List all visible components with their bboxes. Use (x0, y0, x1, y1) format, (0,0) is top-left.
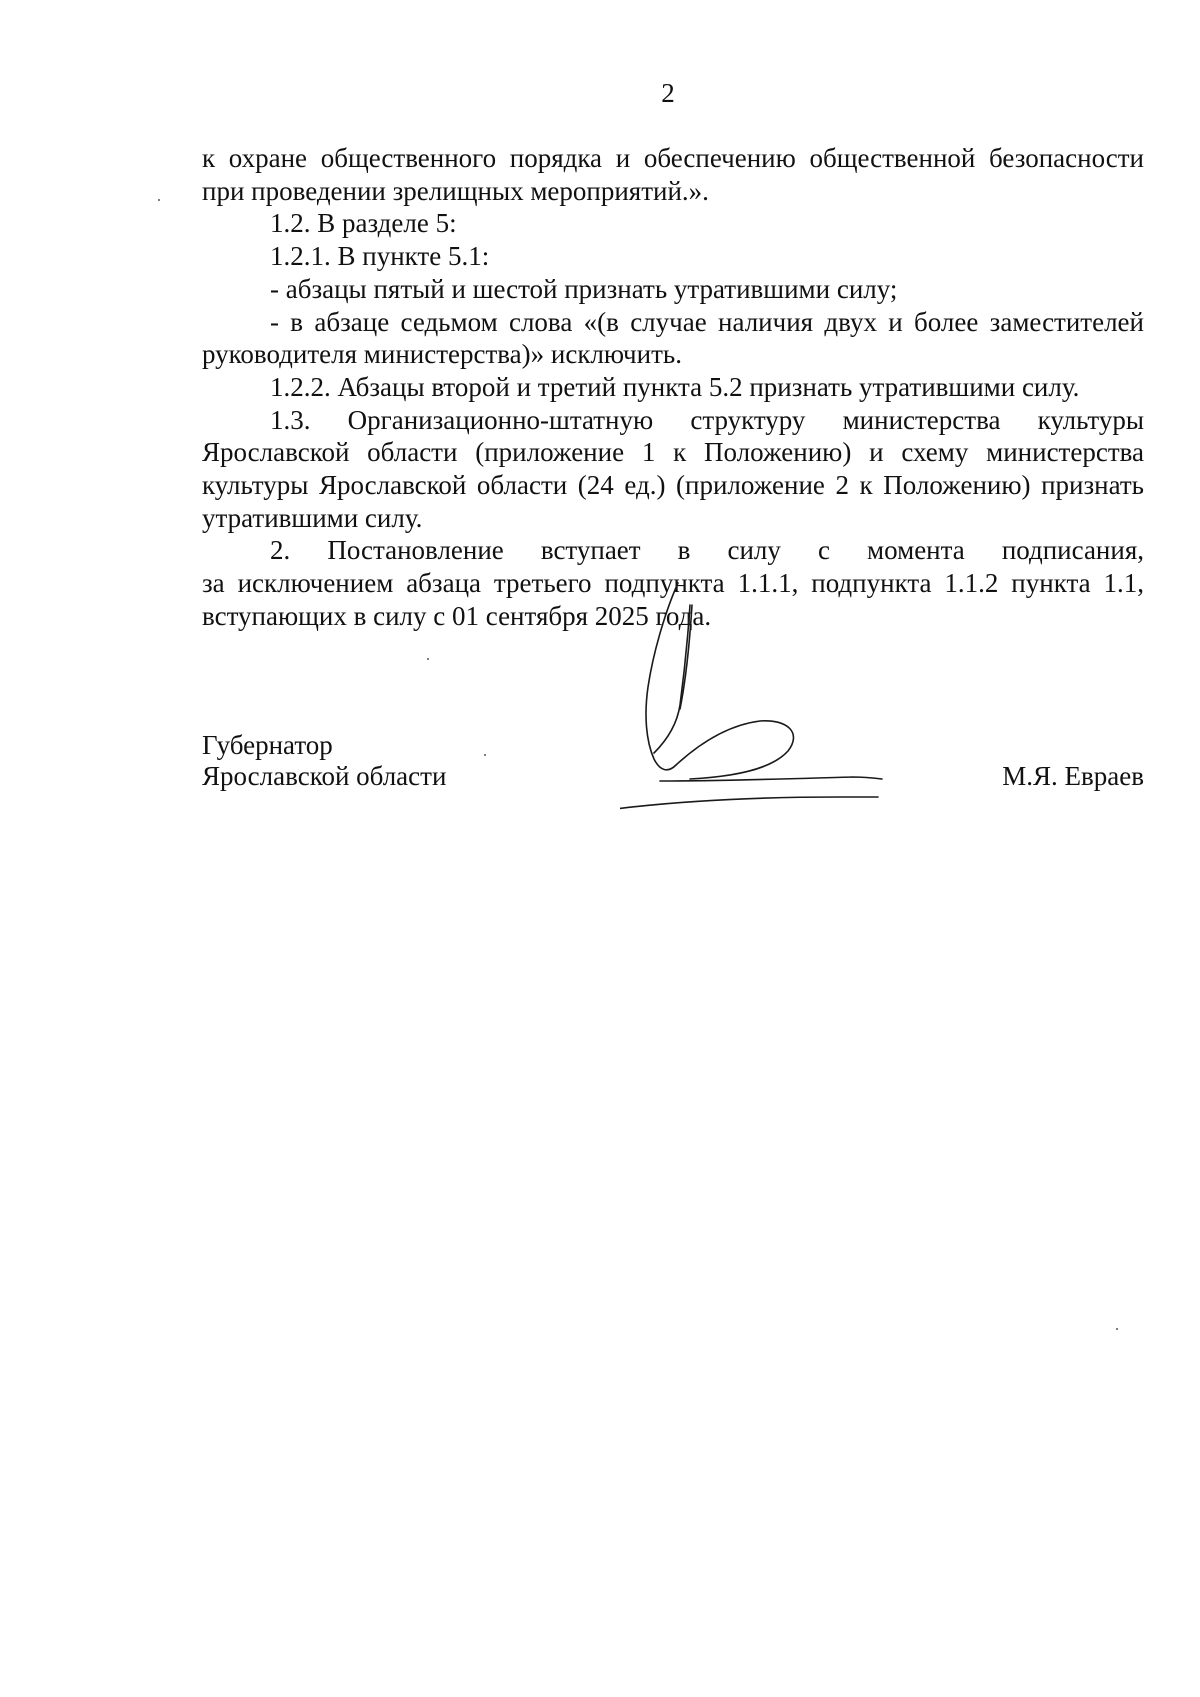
paragraph-section-2-line1: 2. Постановление вступает в силу с момента подписания, (270, 535, 1144, 566)
scan-speck (484, 754, 486, 756)
paragraph-bullet-1: - абзацы пятый и шестой признать утратившими силу; (270, 273, 898, 304)
scan-speck (427, 658, 429, 660)
scan-speck (1116, 1328, 1118, 1330)
handwritten-signature (620, 575, 920, 835)
paragraph-section-1-2: 1.2. В разделе 5: (270, 208, 457, 239)
paragraph-section-1-2-1: 1.2.1. В пункте 5.1: (270, 241, 490, 272)
signer-position-line1: Губернатор (202, 730, 333, 760)
paragraph-bullet-2: - в абзаце седьмом слова «(в случае наличия двух и более заместителей руководителя министерства)» исключить. (202, 306, 1144, 370)
signer-position-line2: Ярославской области (202, 761, 447, 791)
scan-speck (158, 199, 160, 201)
paragraph-section-2-rest: за исключением абзаца третьего подпункта 1.1.1, подпункта 1.1.2 пункта 1.1, вступающих в силу с 01 сентября 2025 года. (202, 568, 1144, 631)
page-number: 2 (661, 78, 675, 108)
signer-name: М.Я. Евраев (1002, 761, 1144, 791)
document-body (202, 142, 1144, 633)
signer-position (202, 730, 446, 792)
paragraph-continuation: к охране общественного порядка и обеспечению общественной безопасности при проведении зрелищных мероприятий.». (202, 143, 1144, 206)
paragraph-section-1-2-2: 1.2.2. Абзацы второй и третий пункта 5.2 признать утратившими силу. (270, 371, 1080, 402)
paragraph-section-1-3: 1.3. Организационно-штатную структуру министерства культуры Ярославской области (приложение 1 к Положению) и схему министерства культуры Ярославской области (24 ед.) (приложение 2 к Положению) признать утратившими силу. (202, 404, 1144, 533)
